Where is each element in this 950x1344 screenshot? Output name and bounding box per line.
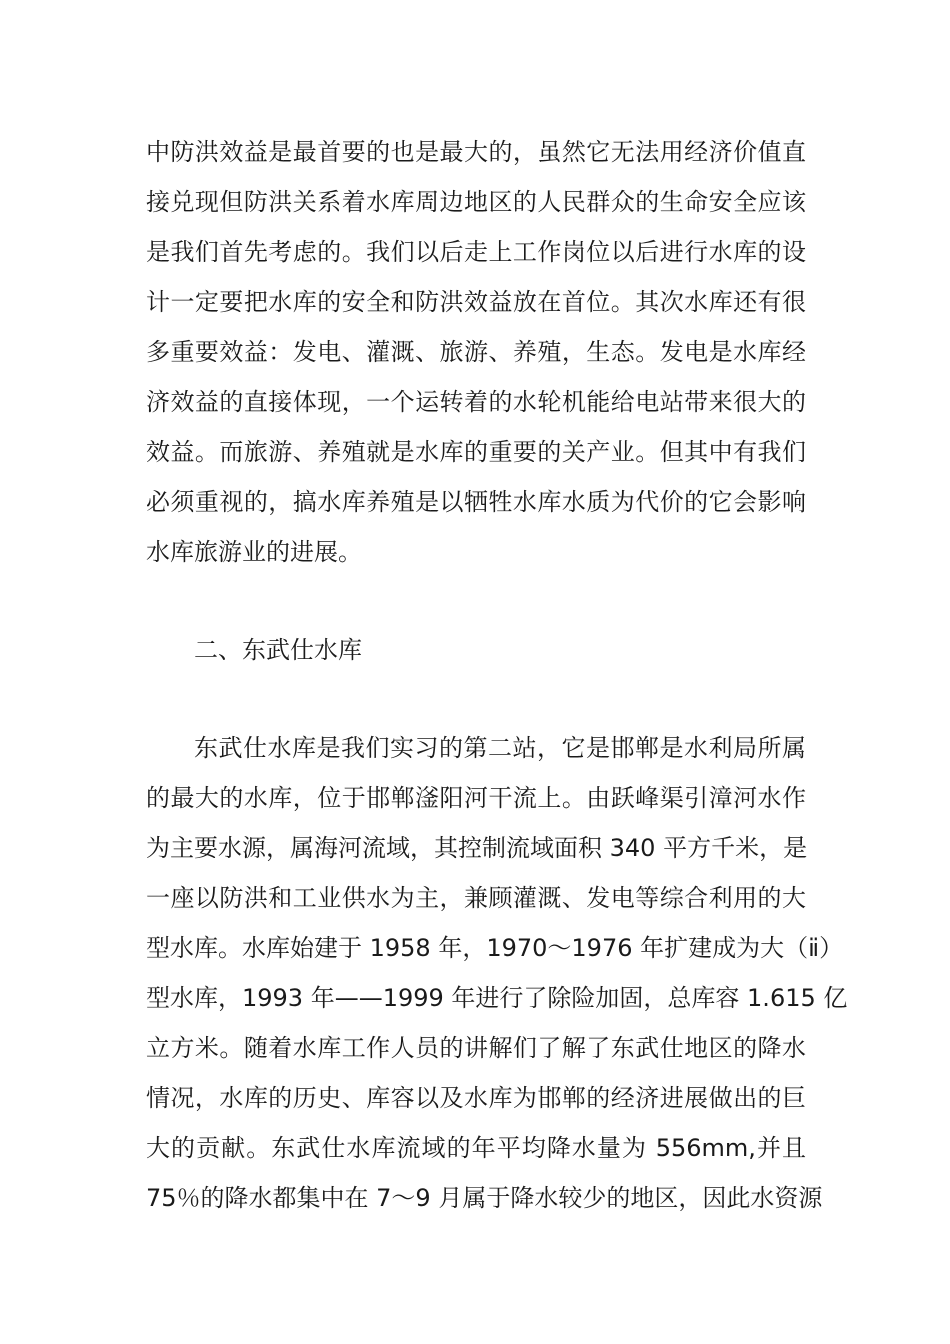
paragraph1-line-1: 中防洪效益是最首要的也是最大的，虽然它无法用经济价值直 — [146, 138, 806, 166]
paragraph1-line-3: 是我们首先考虑的。我们以后走上工作岗位以后进行水库的设 — [146, 238, 806, 266]
paragraph1-line-2: 接兑现但防洪关系着水库周边地区的人民群众的生命安全应该 — [146, 188, 806, 216]
section-heading: 二、东武仕水库 — [194, 636, 362, 664]
paragraph1-line-5: 多重要效益：发电、灌溉、旅游、养殖，生态。发电是水库经 — [146, 338, 806, 366]
paragraph2-line-4: 一座以防洪和工业供水为主，兼顾灌溉、发电等综合利用的大 — [146, 884, 806, 912]
paragraph2-line-1: 东武仕水库是我们实习的第二站，它是邯郸是水利局所属 — [194, 734, 806, 762]
paragraph1-line-4: 计一定要把水库的安全和防洪效益放在首位。其次水库还有很 — [146, 288, 806, 316]
paragraph1-line-6: 济效益的直接体现，一个运转着的水轮机能给电站带来很大的 — [146, 388, 806, 416]
paragraph2-line-5: 型水库。水库始建于 1958 年，1970～1976 年扩建成为大（ⅱ） — [146, 934, 844, 962]
paragraph2-line-10: 75％的降水都集中在 7～9 月属于降水较少的地区，因此水资源 — [146, 1184, 823, 1212]
paragraph2-line-9: 大的贡献。东武仕水库流域的年平均降水量为 556mm,并且 — [146, 1134, 806, 1162]
paragraph1-line-7: 效益。而旅游、养殖就是水库的重要的关产业。但其中有我们 — [146, 438, 806, 466]
paragraph2-line-3: 为主要水源，属海河流域，其控制流域面积 340 平方千米，是 — [146, 834, 808, 862]
paragraph2-line-8: 情况，水库的历史、库容以及水库为邯郸的经济进展做出的巨 — [146, 1084, 806, 1112]
paragraph1-line-9: 水库旅游业的进展。 — [146, 538, 362, 566]
paragraph2-line-7: 立方米。随着水库工作人员的讲解们了解了东武仕地区的降水 — [146, 1034, 806, 1062]
paragraph2-line-6: 型水库，1993 年——1999 年进行了除险加固，总库容 1.615 亿 — [146, 984, 848, 1012]
paragraph2-line-2: 的最大的水库，位于邯郸滏阳河干流上。由跃峰渠引漳河水作 — [146, 784, 806, 812]
paragraph1-line-8: 必须重视的，搞水库养殖是以牺牲水库水质为代价的它会影响 — [146, 488, 806, 516]
